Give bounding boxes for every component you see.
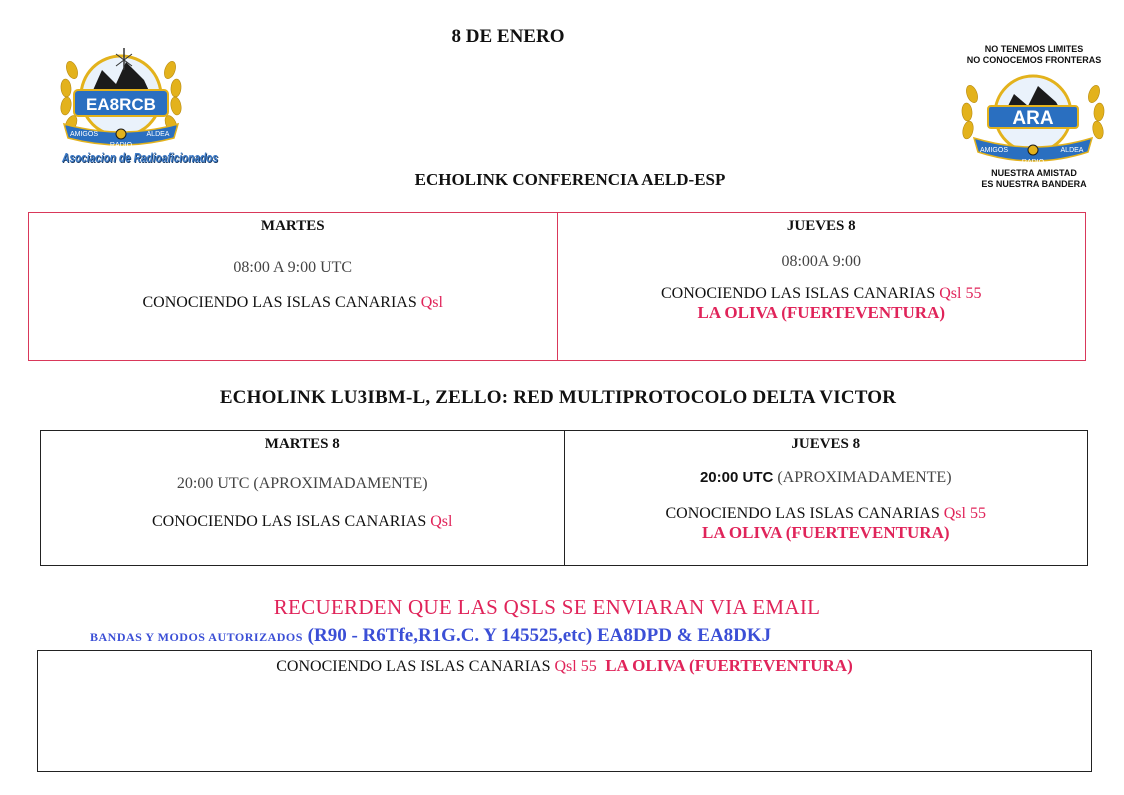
bands-value: (R90 - R6Tfe,R1G.C. Y 145525,etc) EA8DPD & EA8DKJ <box>302 625 772 646</box>
time-strong: 20:00 UTC <box>699 469 774 486</box>
section2-thursday-topic <box>565 505 1088 523</box>
ea8rcb-ribbon-left: AMIGOS <box>69 131 99 138</box>
footer-box <box>37 650 1092 772</box>
section2-thursday-cell <box>564 431 1088 565</box>
section2-thursday-day: JUEVES 8 <box>791 436 861 452</box>
qsl-label: Qsl 55 <box>943 505 986 522</box>
ea8rcb-ribbon-right: ALDEA <box>146 131 170 138</box>
qsl-label: Qsl <box>430 513 453 530</box>
section1-table <box>28 212 1086 361</box>
topic-text: CONOCIENDO LAS ISLAS CANARIAS <box>661 285 940 302</box>
topic-text: CONOCIENDO LAS ISLAS CANARIAS <box>142 294 421 311</box>
topic-text: CONOCIENDO LAS ISLAS CANARIAS <box>152 513 431 530</box>
ara-name: ARA <box>1012 108 1054 129</box>
qsl-label: Qsl <box>420 294 443 311</box>
ara-ribbon-right: ALDEA <box>1060 147 1084 154</box>
time-rest: (APROXIMADAMENTE) <box>773 469 952 486</box>
section2-thursday-time <box>565 469 1088 487</box>
motto-top-line-1: NO TENEMOS LIMITES <box>984 44 1084 54</box>
motto-top-line-2: NO CONOCEMOS FRONTERAS <box>966 55 1102 65</box>
section1-tuesday-topic <box>29 294 557 312</box>
page-date: 8 DE ENERO <box>451 26 565 47</box>
authorized-bands <box>90 625 771 647</box>
motto-bottom-line-1: NUESTRA AMISTAD <box>991 168 1077 178</box>
bands-label: BANDAS Y MODOS AUTORIZADOS <box>90 630 303 644</box>
section1-tuesday-time: 08:00 A 9:00 UTC <box>233 259 353 276</box>
section1-thursday-day: JUEVES 8 <box>786 218 856 234</box>
section2-thursday-place: LA OLIVA (FUERTEVENTURA) <box>701 523 950 542</box>
topic-text: CONOCIENDO LAS ISLAS CANARIAS <box>665 505 944 522</box>
section2-tuesday-topic <box>41 513 564 531</box>
footer-place: LA OLIVA (FUERTEVENTURA) <box>596 656 853 675</box>
section1-title: ECHOLINK CONFERENCIA AELD-ESP <box>414 170 726 189</box>
section2-tuesday-day: MARTES 8 <box>264 436 340 452</box>
ara-ribbon-center: RADIO <box>1021 159 1045 166</box>
section2-title: ECHOLINK LU3IBM-L, ZELLO: RED MULTIPROTOCOLO DELTA VICTOR <box>219 387 897 408</box>
section1-tuesday-day: MARTES <box>260 218 325 234</box>
ea8rcb-ribbon-center: RADIO <box>109 142 133 149</box>
section2-tuesday-time: 20:00 UTC (APROXIMADAMENTE) <box>176 475 428 492</box>
section1-thursday-cell <box>557 213 1086 360</box>
ea8rcb-callsign: EA8RCB <box>86 95 156 114</box>
topic-text: CONOCIENDO LAS ISLAS CANARIAS <box>276 658 555 675</box>
ara-ribbon-left: AMIGOS <box>979 147 1009 154</box>
section2-table <box>40 430 1088 566</box>
right-logo-motto-top <box>948 44 1120 66</box>
section1-thursday-topic <box>558 285 1086 303</box>
association-caption: Asociacion de Radioaficionados <box>62 150 219 165</box>
section1-tuesday-cell <box>29 213 557 360</box>
ara-logo <box>958 72 1108 182</box>
motto-bottom-line-2: ES NUESTRA BANDERA <box>981 179 1087 189</box>
section1-thursday-time: 08:00A 9:00 <box>781 253 862 270</box>
qsl-email-reminder: RECUERDEN QUE LAS QSLS SE ENVIARAN VIA EMAIL <box>273 595 821 619</box>
section1-thursday-place: LA OLIVA (FUERTEVENTURA) <box>697 303 946 322</box>
section2-tuesday-cell <box>41 431 564 565</box>
qsl-label: Qsl 55 <box>939 285 982 302</box>
qsl-label: Qsl 55 <box>554 658 597 675</box>
right-logo-motto-bottom <box>948 168 1120 190</box>
